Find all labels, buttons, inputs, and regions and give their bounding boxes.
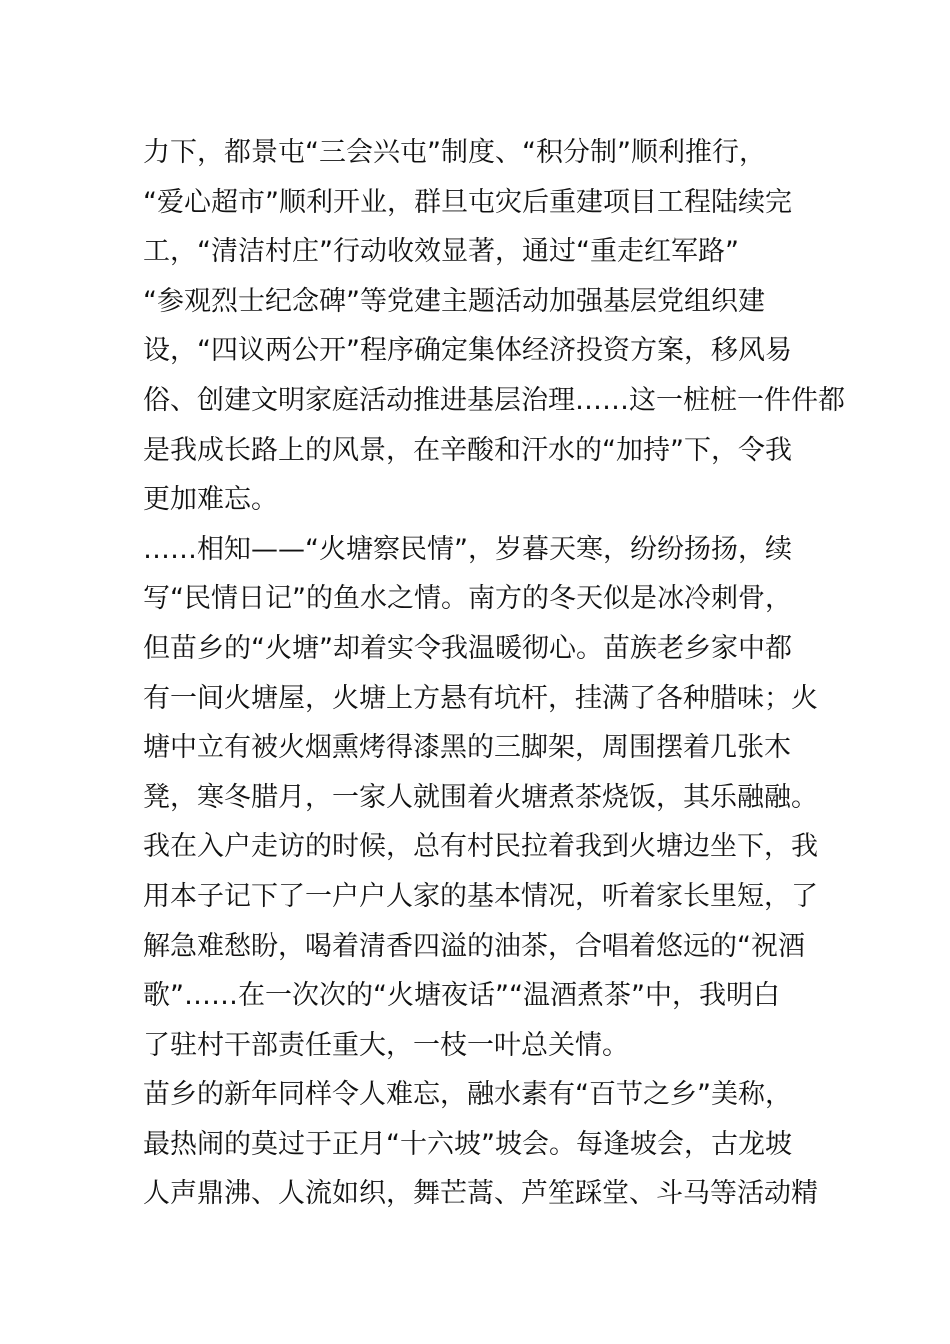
text-line: 是我成长路上的风景，在辛酸和汗水的“加持”下，令我 [143,434,792,466]
text-line: 塘中立有被火烟熏烤得漆黑的三脚架，周围摆着几张木 [143,732,791,764]
text-line: 力下，都景屯“三会兴屯”制度、“积分制”顺利推行， [143,137,766,168]
text-line: 了驻村干部责任重大，一枝一叶总关情。 [143,1029,629,1061]
text-line: 最热闹的莫过于正月“十六坡”坡会。每逢坡会，古龙坡 [143,1128,792,1160]
text-line: “参观烈士纪念碑”等党建主题活动加强基层党组织建 [143,285,765,317]
text-line: “爱心超市”顺利开业，群旦屯灾后重建项目工程陆续完 [143,186,792,218]
text-line: 设，“四议两公开”程序确定集体经济投资方案，移风易 [143,335,792,367]
text-line: 俗、创建文明家庭活动推进基层治理……这一桩桩一件件都 [143,384,845,416]
text-line: 苗乡的新年同样令人难忘，融水素有“百节之乡”美称， [143,1079,792,1111]
text-line: 歌”……在一次次的“火塘夜话”“温酒煮茶”中，我明白 [143,980,780,1012]
text-line: 解急难愁盼，喝着清香四溢的油茶，合唱着悠远的“祝酒 [143,930,805,962]
text-line: 我在入户走访的时候，总有村民拉着我到火塘边坐下，我 [143,831,818,863]
text-line: 但苗乡的“火塘”却着实令我温暖彻心。苗族老乡家中都 [143,632,792,664]
text-line: 写“民情日记”的鱼水之情。南方的冬天似是冰冷刺骨， [143,583,792,615]
body-text [143,128,845,1219]
text-line: 凳，寒冬腊月，一家人就围着火塘煮茶烧饭，其乐融融。 [143,781,818,813]
text-line: 用本子记下了一户户人家的基本情况，听着家长里短，了 [143,880,818,912]
text-line: 工，“清洁村庄”行动收效显著，通过“重走红军路” [143,236,739,268]
text-line: 更加难忘。 [143,484,278,516]
text-line: 有一间火塘屋，火塘上方悬有坑杆，挂满了各种腊味；火 [143,682,818,714]
text-line: ……相知——“火塘察民情”，岁暮天寒，纷纷扬扬，续 [143,533,792,565]
text-line: 人声鼎沸、人流如织，舞芒蒿、芦笙踩堂、斗马等活动精 [143,1178,818,1210]
